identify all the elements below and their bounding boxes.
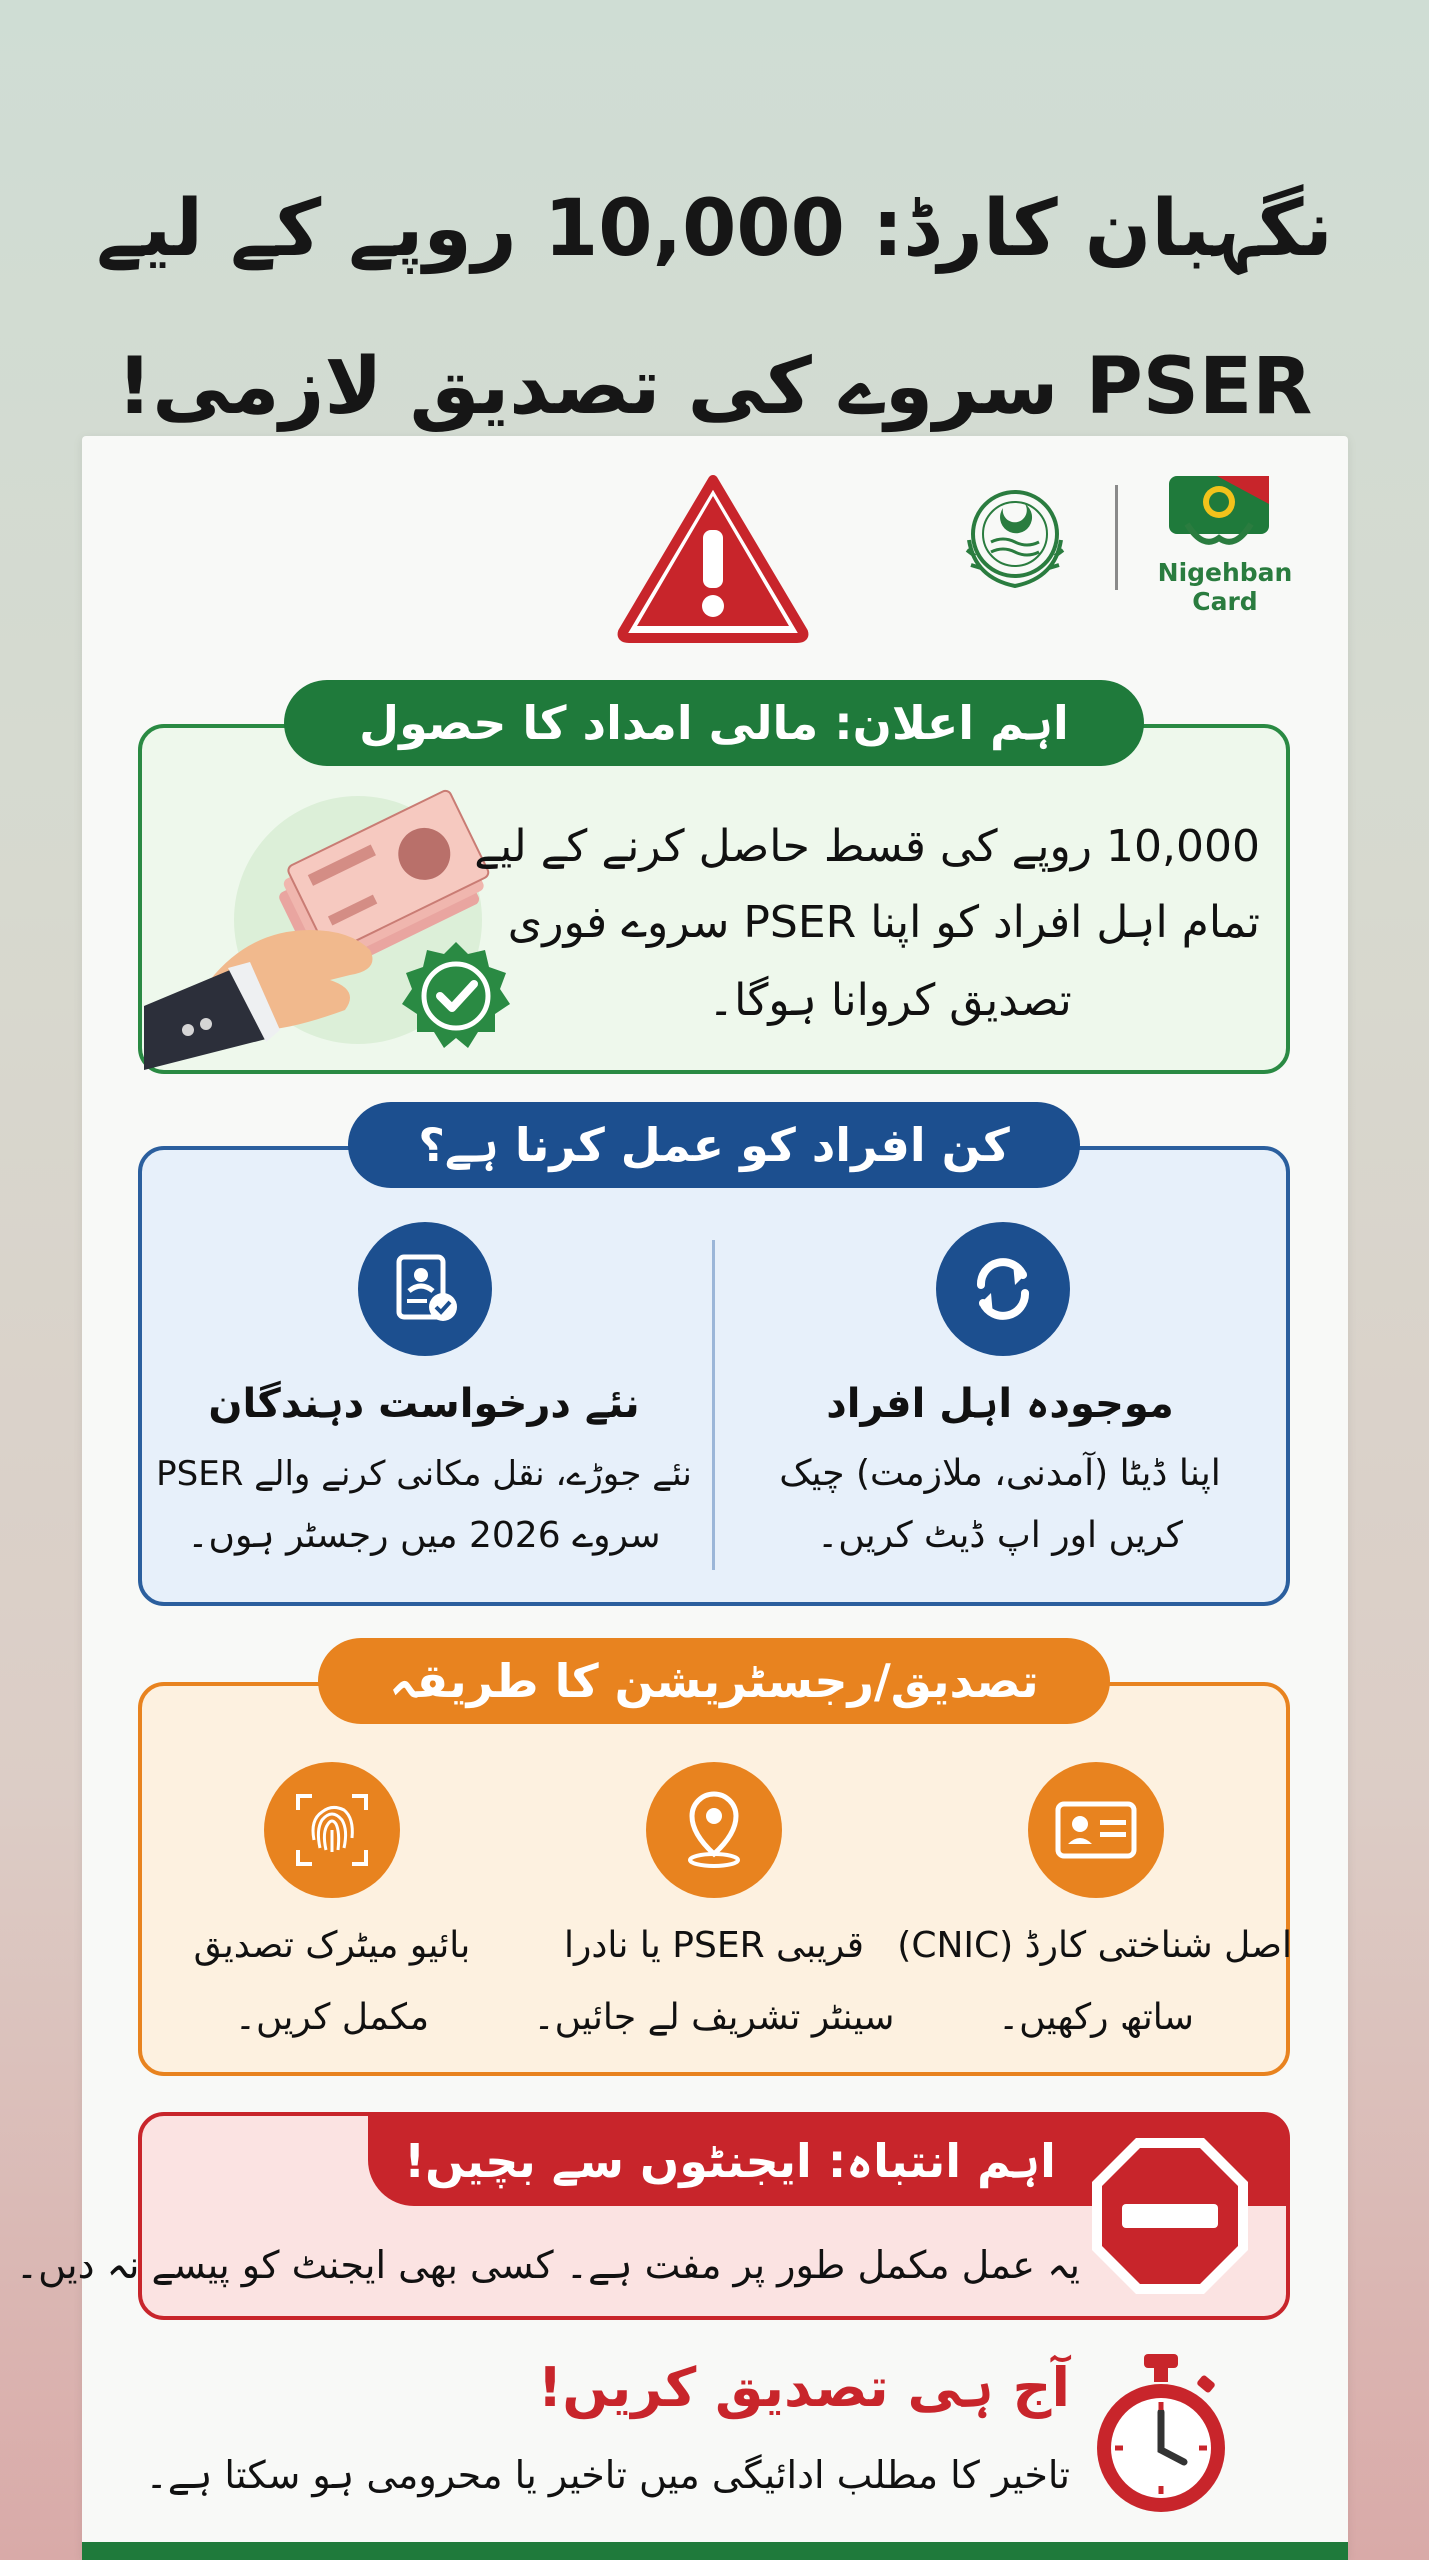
step3-line-2: مکمل کریں۔ [234, 1997, 430, 2038]
step2-line-2: سینٹر تشریف لے جائیں۔ [533, 1997, 895, 2038]
update-sync-icon [936, 1222, 1070, 1356]
existing-line-1: اپنا ڈیٹا (آمدنی، ملازمت) چیک [779, 1453, 1221, 1494]
verified-badge-icon [396, 938, 516, 1058]
nigehban-card-logo-icon [1167, 474, 1271, 552]
fingerprint-icon [264, 1762, 400, 1898]
new-heading: نئے درخواست دہندگان [208, 1381, 640, 1427]
method-title: تصدیق/رجسٹریشن کا طریقہ [318, 1638, 1110, 1724]
cta-title: آج ہی تصدیق کریں! [537, 2356, 1070, 2419]
who-title: کن افراد کو عمل کرنا ہے؟ [348, 1102, 1080, 1188]
stopwatch-icon [1086, 2350, 1236, 2520]
step2-line-1: قریبی PSER یا نادرا [563, 1925, 864, 1966]
new-line-1: نئے جوڑے، نقل مکانی کرنے والے PSER [156, 1454, 692, 1494]
announcement-line-2: تمام اہل افراد کو اپنا PSER سروے فوری [507, 897, 1260, 948]
brand-label: Nigehban Card [1157, 558, 1293, 616]
warning-text: یہ عمل مکمل طور پر مفت ہے۔ کسی بھی ایجنٹ کو پیسے نہ دیں۔ [15, 2243, 1080, 2287]
announcement-line-1: 10,000 روپے کی قسط حاصل کرنے کے لیے [474, 821, 1260, 872]
cta-text: تاخیر کا مطلب ادائیگی میں تاخیر یا محرومی ہو سکتا ہے۔ [145, 2453, 1070, 2497]
location-pin-icon [646, 1762, 782, 1898]
new-line-2: سروے 2026 میں رجسٹر ہوں۔ [187, 1515, 661, 1556]
headline [60, 150, 1369, 466]
existing-line-2: کریں اور اپ ڈیٹ کریں۔ [817, 1515, 1183, 1556]
logo-divider [1115, 485, 1118, 590]
announcement-title: اہم اعلان: مالی امداد کا حصول [284, 680, 1144, 766]
warning-title: اہم انتباہ: ایجنٹوں سے بچیں! [404, 2134, 1056, 2188]
logos [955, 470, 1315, 616]
stop-sign-icon [1088, 2134, 1252, 2298]
headline-line-1: نگہبان کارڈ: 10,000 روپے کے لیے [96, 184, 1333, 274]
step1-line-1: اصل شناختی کارڈ (CNIC) [897, 1925, 1292, 1966]
warning-triangle-icon [615, 472, 811, 644]
id-card-icon [1028, 1762, 1164, 1898]
who-divider [712, 1240, 715, 1570]
existing-heading: موجودہ اہل افراد [826, 1381, 1174, 1427]
step1-line-2: ساتھ رکھیں۔ [998, 1997, 1194, 2038]
application-form-icon [358, 1222, 492, 1356]
step3-line-1: بائیو میٹرک تصدیق [193, 1925, 471, 1966]
headline-line-2: PSER سروے کی تصدیق لازمی! [116, 342, 1313, 432]
announcement-line-3: تصدیق کروانا ہوگا۔ [708, 975, 1072, 1026]
punjab-emblem-icon [955, 482, 1075, 594]
